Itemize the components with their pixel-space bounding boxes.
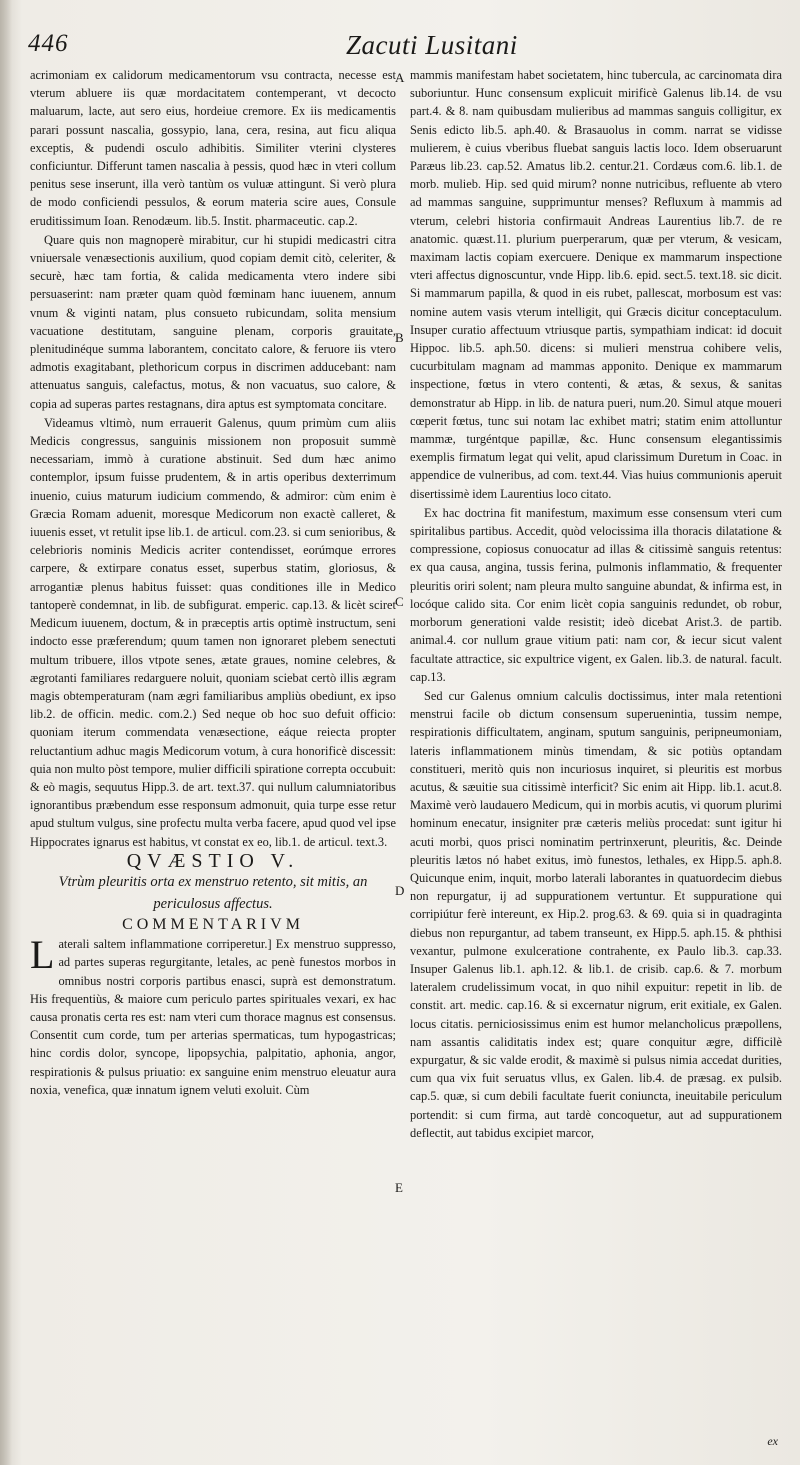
right-paragraph-1: mammis manifestam habet societatem, hinc tubercula, ac carcinomata dira suboriuntur. Hunc consensum explicuit mirificè Galenus lib.14. de vsu part.4. & 8. nam quibusdam mulieribus ad mammas sanguis colligitur, ex Senis edicto lib.5. aph.40. & Brasauolus in comm. narrat se vidisse mulierem, è cuius vberibus fluebat sanguis lactis loco. Idem obseruarunt Paræus lib.23. cap.52. Amatus lib.2. centur.21. Cordæus com.6. lib.1. de morb. mulieb. Hip. sed quid mirum? nonne nutricibus, refluente ab vtero ad mammas sanguine, supprimuntur menses? Refluxum à mammis ad vterum, celebri historia confirmauit Andreas Laurentius lib.7. de re anatomic. quæst.11. plurium puerperarum, quæ per vterum, & vesicam, maximam lactis copiam exercuere. Denique ex mammarum inspectione vteri affectus dignoscuntur, vnde Hipp. lib.6. epid. sect.5. text.18. sic dicit. Si mammarum papilla, & quod in eis rubet, pallescat, morbosum est vas: nomine autem vasis vterum intelligit, qui Græcis dicitur conceptaculum. Insuper curatio affectuum vtriusque partis, sympathiam indicat: id docuit Hippoc. lib.5. aph.50. dicens: si mulieri menstrua cohibere velis, cucurbitulam magnam ad mammas apponito. Denique ex mammarum inspectione, fœtus in vtero contenti, & ætas, & sexus, & sanitas demonstratur ab Hipp. in lib. de natura pueri, num.20. Simul atque moueri cœperit fœtus, tunc sui notam lac exhibet matri; statim enim attolluntur mammæ, turgéntque papillæ, &c. Hunc consensum elegantissimis exemplis firmatum legat qui velit, apud clarissimum Duretum in Coac. in appendice de vulneribus, ad com. text.44. Vias huius communionis aperuit disertissimè idem Laurentius loco citato. [410,68,782,501]
running-head [28,30,772,66]
running-title: Zacuti Lusitani [346,30,518,60]
right-paragraph-3: Sed cur Galenus omnium calculis doctissimus, inter mala retentioni menstrui facile ob dictum consensum superuenintia, tussim nempe, respirationis difficultatem, anginam, sputum sanguinis, peripneumoniam, lateris inflammationem minùs timendam, & sic potiùs optandam constitueri, meritò quis non incuriosus inquiret, si pleuritis est morbus acutus, & sæuitie sua citissimè interficit? Sic enim ait Hipp. lib.1. acut.8. Maximè verò laudauero Medicum, qui in morbis acutis, vi quorum plurimi hominum enecatur, insigniter præ cæteris meliùs procedat: sunt igitur hi acuti morbi, quos prisci nominatim pertrinxerunt, pleuritis, &c. Deinde pleuritis lætos nó habet exitus, imò funestos, lethales, ex Hipp.5. aph.8. Quicunque enim, inquit, morbo laterali laborantes in quatuordecim diebus non repurgatur, ij ad suppurationem vertuntur. Et suppuratione qui corripiútur ferè intereunt, ex Hip.2. prog.63. & 69. quia si in quadraginta diebus non repurgantur, ad tabem transeunt, ex Hipp.5. aph.15. & phthisi vexantur, pulmone exulceratione contrahente, ex Paulo lib.3. cap.33. Insuper Galenus lib.1. aph.12. & lib.1. de crisib. cap.6. & 7. morbum lateralem crudelissimum vocat, in quo nihil expuitur: repetit in lib. de constit. art. medic. cap.16. & si excernatur nigrum, erit exitiale, ex Galen. locus citatis. perniciosissimus enim est humor melancholicus præpollens, nam assantis caliditatis index est; quare conquitur ægre, difficilè expurgatur, & sic valde erodit, & maximè si pulsus nimia accedat durities, cum qua vix fuit seruatus vllus, ex Galen. lib.4. de præsag. ex pulsib. cap.5. quæ, si cum debili facultate fuerit coniuncta, ineuitabile periculum portendit: si cum firma, aut tardè concoquetur, aut ad suppurationem deflectit, aut tabidus excipiet marcor, [410,688,782,1140]
page-number: 446 [28,30,69,57]
left-paragraph-2: Quare quis non magnoperè mirabitur, cur hi stupidi medicastri citra vniuersale venæsectionis auxilium, quod copiam demit citò, celeriter, & securè, hæc tam fortia, & calida medicamenta vtero indere sibi persuaserint: nam præter quam quòd fœminam hanc iuuenem, annum vnum & viginti natam, plus consueto rubicundam, solita mensium vacuatione destitutam, sanguine plenam, corporis grauitate, plenitudinéque summa laborantem, concitato calore, & feruore iis vtero admotis exagitabant, plethoricum corpus in discrimen adducebant: nam attenuatus sanguis, calefactus, motus, & non vacuatus, suo calore, & copia ad superas partes restagnans, dira aptus est symptomata concitare. [30,232,396,411]
left-column [30,66,396,1099]
left-paragraph-1: acrimoniam ex calidorum medicamentorum vsu contracta, necesse est vterum abluere iis quæ mordacitatem contemperant, vt decocto maluarum, lacte, aut sero eius, hordeiue cremore. Ex iis medicamentis parari possunt nascalia, gossypio, lana, cera, resina, aut ficu aliqua exceptis, & pudendi osculo adhibitis. Similiter vterini clysteres conficiuntur. Differunt tamen nascalia à pessis, quod hæc in vteri collum penitus sese inserunt, illa verò tantùm os vuluæ attingunt. Si verò plura de modo conficiendi pessulos, & eorum materia scire aues, Consule eruditissimum Ioan. Renodæum. lib.5. Instit. pharmaceutic. cap.2. [30,68,396,228]
margin-letter-d: D [395,883,405,898]
commentary-heading: COMMENTARIVM [122,915,304,933]
right-column [410,66,782,1142]
margin-letter-b: B [395,330,404,345]
left-paragraph-3: Videamus vltimò, num errauerit Galenus, quum primùm cum aliis Medicis congressus, sanguinis missionem non proposuit summè necessariam, immò à curatione abstinuit. Sed dum hæc animo contemplor, ipsum fuisse prudentem, & in artis operibus dexterrimum inuenio, cuius maturum iudicium commendo, & admiror: cùm enim è Græcia Romam aduenit, moresque Medicorum non exactè calleret, & iuuenis esset, vt retulit ipse lib.1. de articul. com.23. si cum senioribus, & celebrioris nominis Medicis acriter contendisset, eorúmque errores carpere, & extirpare conatus esset, superbus statim, gloriosus, & arrogantiæ plenus habitus fuisset: quas conditiones ille in Medico tantoperè condemnat, in lib. de subfigurat. emperic. cap.13. & licèt sciret Medicum iuuenem, doctum, & in præceptis artis optimè instructum, seni indocto esse præferendum; quum tamen non ignoraret plebem senectuti multum tribuere, illos vtpote senes, ætate graues, nomine celebres, & ægrotanti familiares redarguere noluit, quoniam sciebat certò illis ægram magis obtemperaturam (nam ægri familiaribus ampliùs obediunt, ex ipso lib.2. de officin. medic. com.2.) Sed neque ob hoc suo defuit officio: quoniam iterum commendata venæsectione, eáque reiecta propter reluctantium adhuc magis Medicorum votum, à cura honorificè discessit: quia non multo pòst tempore, mulier difficili spiratione correpta occubuit: & eò magis, sequutus Hipp.3. de art. text.37. qui nullum calumniatoribus ignorantibus præbendum esse responsum admonuit, quia turpe esse retur apud stultum vulgus, sine profectu multa verba facere, apud quod vel ipse Hippocrates ignarus est habitus, vt constat ex eo, lib.1. de articul. text.3. [30,415,396,849]
margin-letter-e: E [395,1180,403,1195]
question-title: QVÆSTIO V. [126,849,300,872]
margin-letter-c: C [395,594,404,609]
right-paragraph-2: Ex hac doctrina fit manifestum, maximum esse consensum vteri cum spiritalibus partibus. Accedit, quòd velocissima illa thoracis dilatatione & compressione, copiosus conuocatur ad illas & citissimè sanguis retentus: ex qua causa, angina, tussis ferina, pulmonis inflammatio, & frequenter pleuritis oriri solent; nam pleura multo sanguine abundat, & infirma est, in locóque calido sita. Cor enim licèt copia sanguinis redundet, ob robur, morborum generationi valde resistit; ideò dicebat Arist.3. de partib. animal.4. cor nullum graue vitium pati: nam cor, & iecur sicut valent facultate attractice, sic expultrice vigent, ex Galen. lib.3. de natural. facult. cap.13. [410,505,782,684]
drop-cap: L [30,932,55,978]
commentary-paragraph [30,932,396,1099]
catchword: ex [767,1434,778,1448]
question-subtitle: Vtrùm pleuritis orta ex menstruo retento, sit mitis, an periculosus affectus. [58,873,368,912]
margin-letter-a: A [395,70,405,85]
commentary-text: aterali saltem inflammatione corriperetur.] Ex menstruo suppresso, ad partes superas regurgitante, letales, ac penè funestos morbos in omnibus nostri corporis partibus enasci, suprà est demonstratum. His frequentiùs, & maiore cum periculo partes spirituales vexari, ex hac causa pronatis certa res est: nam vteri cum thorace magnus est consensus. Consentit cum corde, tum per arterias spermaticas, tum hypogastricas; hinc cordis dolor, syncope, lipopsychia, palpitatio, aphonia, angor, respirationis & pulsus priuatio: ex sanguine enim menstruo eleuatur aura noxia, venefica, quæ innatum ignem veluti exoluit. Cùm [30,937,396,1097]
gutter-shadow [0,0,12,1465]
